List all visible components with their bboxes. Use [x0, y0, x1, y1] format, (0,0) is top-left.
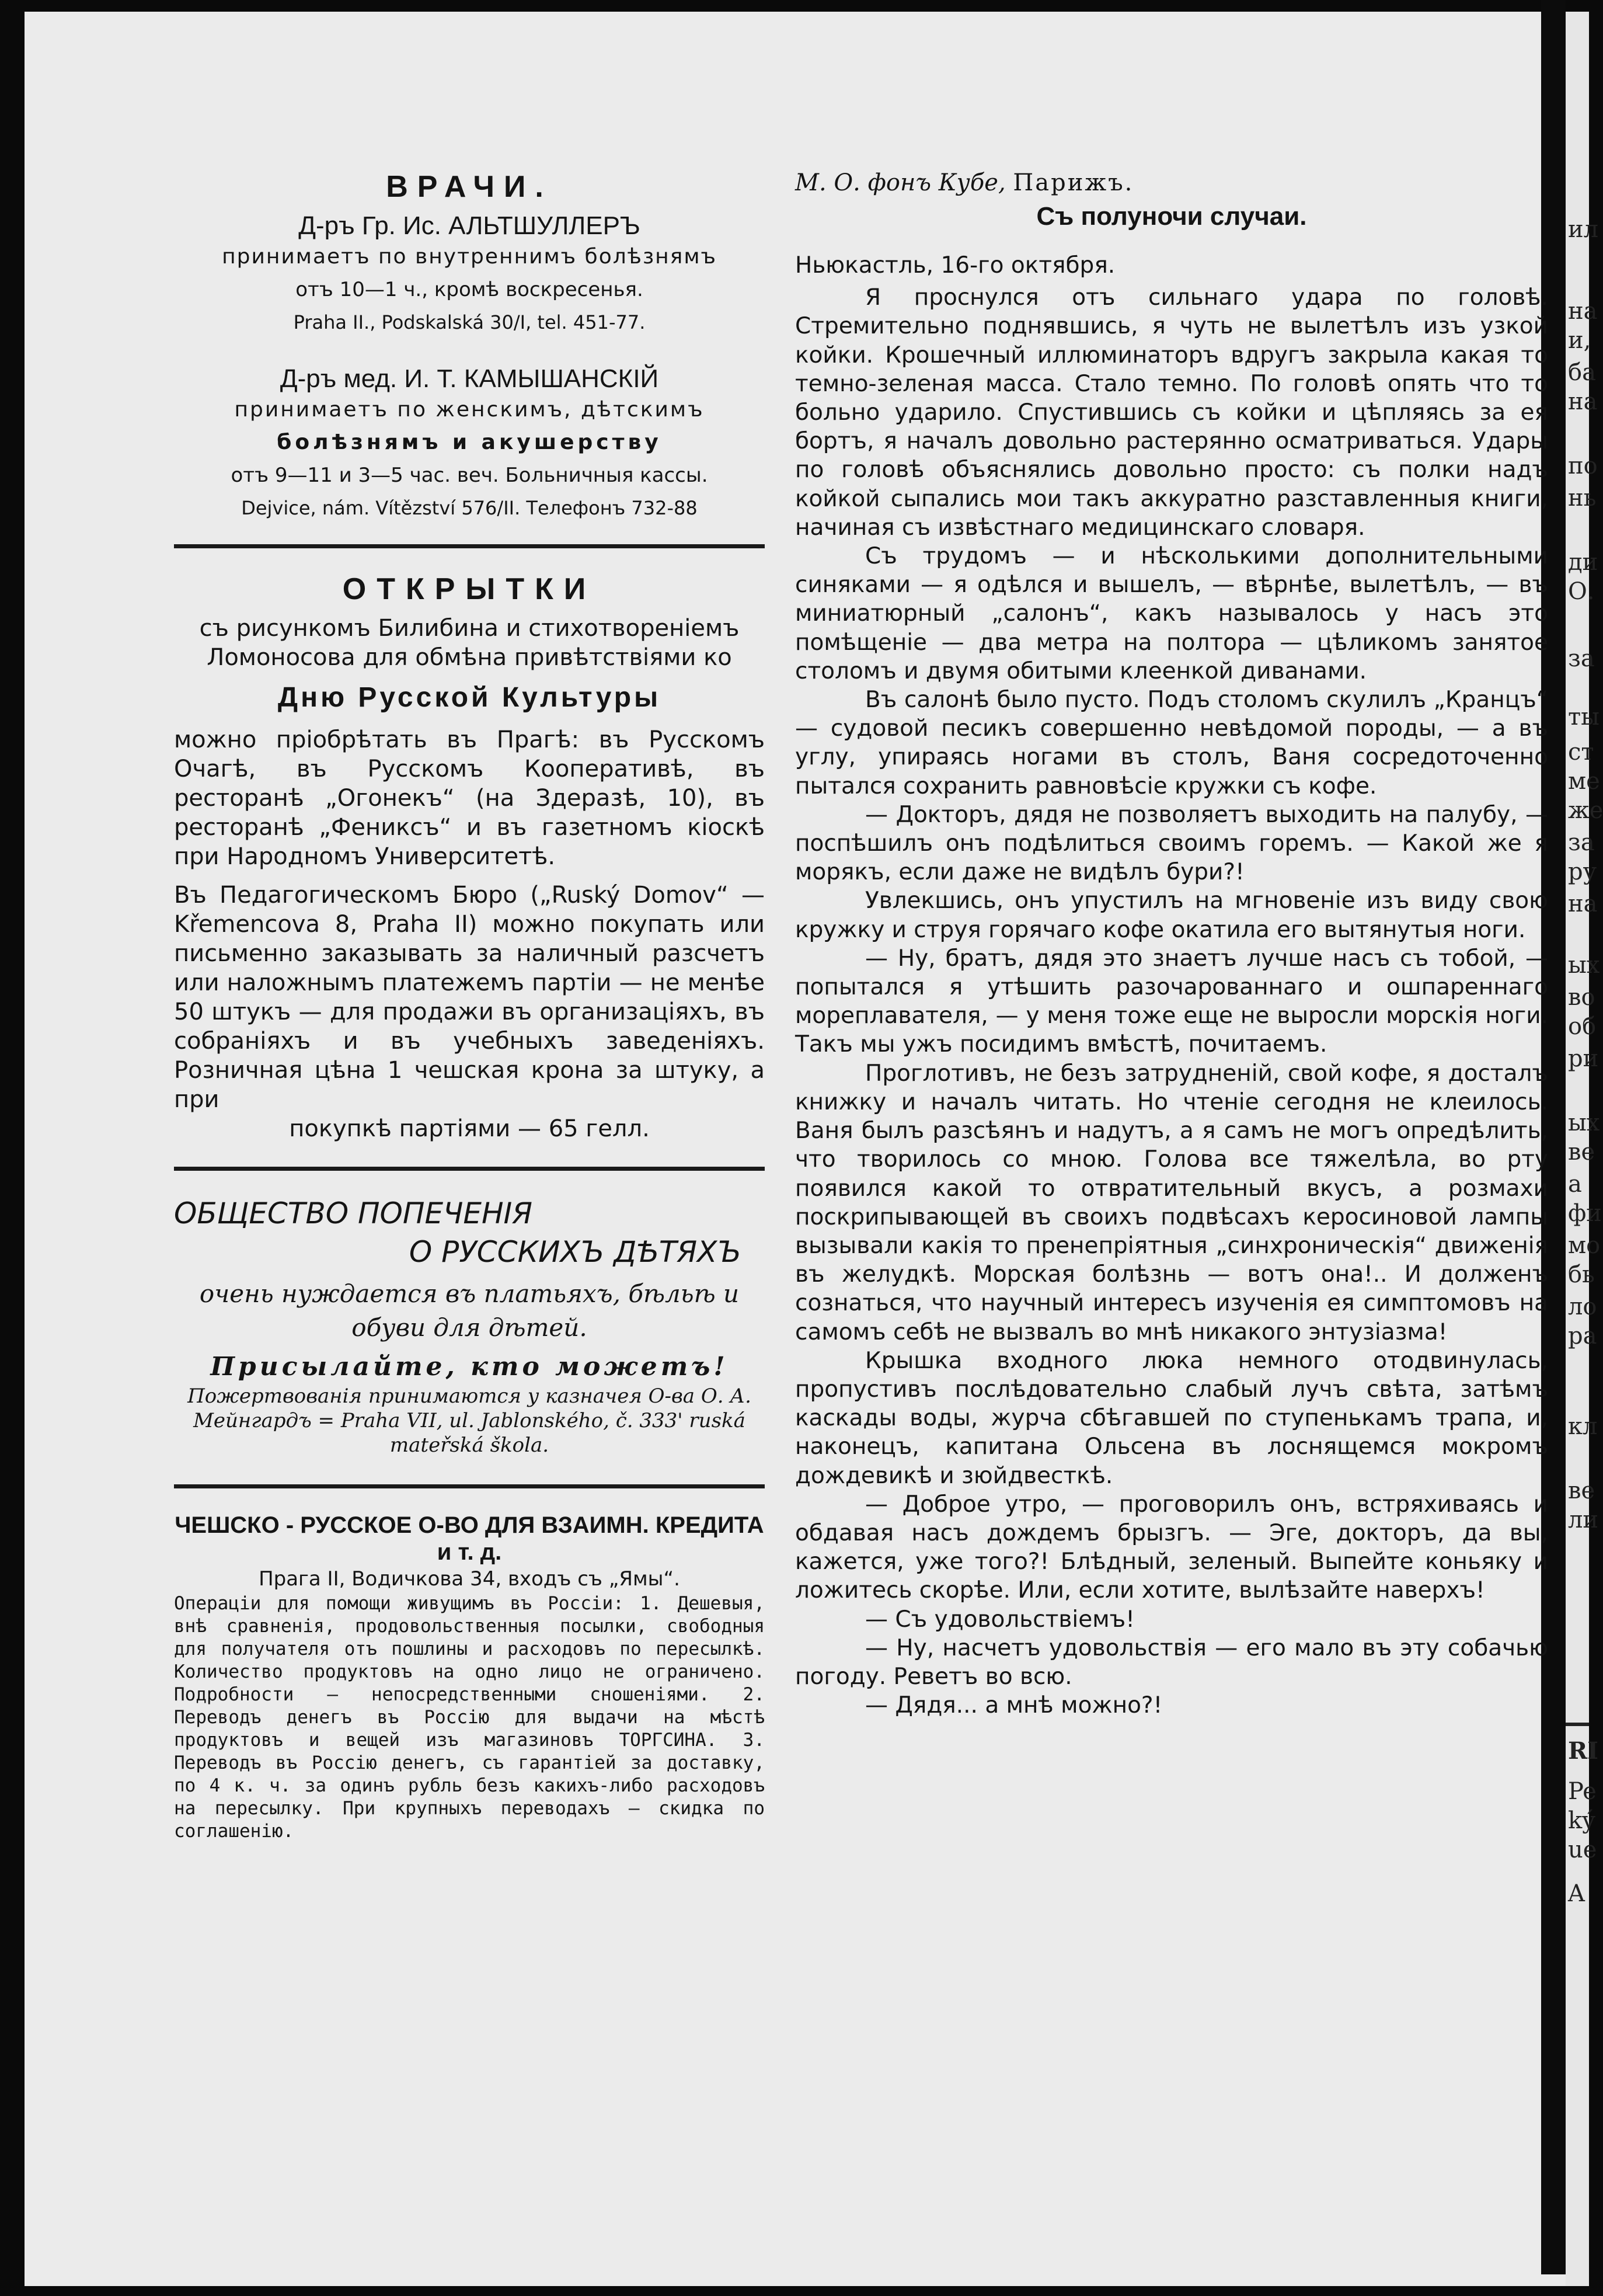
- edge-fragment: ты: [1568, 704, 1599, 730]
- bank-address: Прага II, Водичкова 34, входъ съ „Ямы“.: [259, 1567, 680, 1591]
- story-paragraph: — Ну, насчетъ удовольствiя — его мало въ эту собачью погоду. Реветъ во всю.: [795, 1634, 1548, 1690]
- edge-fragment: ли: [1568, 1507, 1599, 1533]
- edge-fragment: за: [1568, 829, 1595, 856]
- story-paragraph: Увлекшись, онъ упустилъ на мгновенiе изъ виду свою кружку и струя горячаго кофе окатила его вытянутыя ноги.: [795, 888, 1548, 943]
- russian-culture-day: Дню Русской Культуры: [277, 682, 661, 713]
- doctor-2-specialty: принимаетъ по женскимъ, дѣтскимъ: [234, 398, 705, 422]
- edge-fragment: за: [1568, 645, 1595, 672]
- story-paragraph: — Докторъ, дядя не позволяетъ выходить на палубу, — поспѣшилъ онъ подѣлиться своимъ горемъ. — Какой же я морякъ, если даже не видѣлъ бури?!: [795, 801, 1548, 886]
- author-name: М. О. фонъ Кубе,: [795, 169, 1006, 196]
- edge-fragment: во: [1568, 984, 1595, 1011]
- edge-fragment: ве: [1568, 1477, 1595, 1504]
- edge-fragment: ký: [1568, 1807, 1595, 1834]
- postcards-title: ОТКРЫТКИ: [342, 572, 597, 606]
- story-paragraph: Съ трудомъ — и нѣсколькими дополнительными синяками — я одѣлся и вышелъ, — вѣрнѣе, вылетѣлъ, — въ миниатюрный „салонъ“, какъ называлось у насъ это помѣщенiе — два метра на полтора — цѣликомъ занятое столомъ и двумя обитыми клеенкой диванами.: [795, 543, 1548, 684]
- story-dateline: Ньюкастль, 16-го октября.: [795, 252, 1116, 279]
- section-divider: [174, 544, 765, 548]
- edge-fragment: по: [1568, 453, 1598, 479]
- edge-rule: [1566, 1723, 1589, 1726]
- story-paragraph: — Съ удовольствiемъ!: [865, 1606, 1135, 1633]
- edge-fragment: RI: [1568, 1737, 1598, 1765]
- story-paragraph: Проглотивъ, не безъ затрудненiй, свой кофе, я досталъ книжку и началъ читать. Но чтенiе сегодня не клеилось. Ваня былъ разсѣянъ и надутъ, а я самъ не могъ опредѣлить, что творилось со мною. Голова все тяжелѣла, во рту появился какой то отвратительный вкусъ, а розмахи поскрипывающей въ своихъ подвѣсахъ керосиновой лампы вызывали какiя то пренепрiятныя „синхроническiя“ движенiя въ желудкѣ. Морская болѣзнь — вотъ она!.. И долженъ сознаться, что научный интересъ изученiя ея симптомовъ на самомъ себѣ не вызвалъ во мнѣ никакого энтузiазма!: [795, 1060, 1548, 1345]
- doctor-1-specialty: принимаетъ по внутреннимъ болѣзнямъ: [222, 245, 717, 269]
- story-paragraph: Въ салонѣ было пусто. Подъ столомъ скулилъ „Кранцъ“ — судовой песикъ совершенно невѣдомой породы, — а въ углу, упираясь ногами въ столъ, Ваня сосредоточенно пытался сохранить равновѣсiе кружки съ кофе.: [795, 687, 1548, 799]
- story-paragraph: — Доброе утро, — проговорилъ онъ, встряхиваясь и обдавая насъ дождемъ брызгъ. — Эге, докторъ, да вы, кажется, уже того?! Блѣдный, зеленый. Выпейте коньяку и ложитесь скорѣе. Или, если хотите, вылѣзайте наверхъ!: [795, 1491, 1548, 1604]
- edge-fragment: ра: [1568, 1323, 1597, 1349]
- edge-fragment: О.: [1568, 578, 1595, 605]
- doctors-title: ВРАЧИ.: [386, 170, 553, 204]
- edge-fragment: ба: [1568, 359, 1596, 386]
- postcards-ad: [174, 572, 765, 1143]
- doctor-2-specialty-cont: болѣзнямъ и акушерству: [277, 430, 662, 454]
- edge-fragment: фи: [1568, 1200, 1602, 1227]
- doctor-1-hours: отъ 10—1 ч., кромѣ воскресенья.: [295, 278, 643, 301]
- edge-fragment: ых: [1568, 952, 1600, 979]
- edge-fragment: ве: [1568, 1139, 1595, 1166]
- story-paragraph: Я проснулся отъ сильнаго удара по головѣ. Стремительно поднявшись, я чуть не вылетѣлъ изъ узкой койки. Крошечный иллюминаторъ вдругъ закрыла какая то темно-зеленая масса. Стало темно. По головѣ опять что то больно ударило. Спустившись съ койки и цѣпляясь за ея бортъ, я началъ довольно растерянно осматриваться. Удары по головѣ объяснялись довольно просто: съ полки надъ койкой сыпались мои такъ аккуратно разставленныя книги, начиная съ извѣстнаго медицинскаго словаря.: [795, 284, 1548, 541]
- edge-fragment: на: [1568, 890, 1598, 917]
- section-divider: [174, 1484, 765, 1488]
- edge-fragment: ме: [1568, 768, 1600, 795]
- bank-title: ЧЕШСКО - РУССКОЕ О-ВО ДЛЯ ВЗАИМН. КРЕДИТА и т. д.: [175, 1512, 764, 1565]
- bank-operations: Операцiи для помощи живущимъ въ Россiи: 1. Дешевыя, внѣ сравненiя, продовольственныя посылки, свободныя для получателя отъ пошлины и расходовъ по пересылкѣ. Количество продуктовъ на одно лицо не ограничено. Подробности — непосредственными сношенiями. 2. Переводъ денегъ въ Россiю для выдачи на мѣстѣ продуктовъ и вещей изъ магазиновъ ТОРГСИНА. 3. Переводъ въ Россiю денегъ, съ гарантiей за доставку, по 4 к. ч. за одинъ рубль безъ какихъ-либо расходовъ на пересылку. При крупныхъ переводахъ — скидка по соглашенiю.: [174, 1593, 765, 1842]
- edge-fragment: бь: [1568, 1261, 1595, 1288]
- author-city: Парижъ.: [1013, 169, 1134, 196]
- left-column: [174, 169, 765, 1843]
- edge-fragment: ue: [1568, 1836, 1597, 1863]
- society-donations: Пожертвованiя принимаются у казначея О-ва О. А. Мейнгардъ = Praha VII, ul. Jablonského, č. 333' ruská mateřská škola.: [187, 1384, 751, 1457]
- postcards-order-info: Въ Педагогическомъ Бюро („Ruský Domov“ — Křemencova 8, Praha II) можно покупать или письменно заказывать за наличный разсчетъ или наложнымъ платежемъ партiи — не менѣе 50 штукъ — для продажи въ организацiяхъ, въ собранiяхъ и въ учебныхъ заведенiяхъ. Розничная цѣна 1 чешская крона за штуку, а при: [174, 882, 765, 1113]
- story-title: Съ полуночи случаи.: [1036, 202, 1307, 231]
- society-ad: [174, 1194, 765, 1457]
- edge-fragment: ди: [1568, 549, 1598, 576]
- doctor-1-address: Praha II., Podskalská 30/I, tel. 451-77.: [293, 311, 646, 333]
- doctor-2-address: Dejvice, nám. Vítězství 576/II. Телефонъ 732-88: [241, 497, 698, 519]
- edge-fragment: а: [1568, 1171, 1582, 1198]
- edge-fragment: же: [1568, 797, 1603, 824]
- section-divider: [174, 1167, 765, 1171]
- edge-fragment: ру: [1568, 858, 1597, 885]
- society-title-2: О РУССКИХЪ ДѢТЯХЪ: [409, 1235, 741, 1269]
- story-column: [795, 169, 1548, 1720]
- postcards-shops: можно прiобрѣтать въ Прагѣ: въ Русскомъ Очагѣ, въ Русскомъ Кооперативѣ, въ ресторанѣ „Огонекъ“ (на Здеразѣ, 10), въ ресторанѣ „Фениксъ“ и въ газетномъ кiоскѣ при Народномъ Университетѣ.: [174, 726, 765, 870]
- edge-fragment: ст: [1568, 739, 1594, 766]
- doctor-1-name: Д-ръ Гр. Ис. АЛЬТШУЛЛЕРЪ: [298, 211, 640, 240]
- edge-fragment: ых: [1568, 1109, 1600, 1136]
- edge-fragment: ло: [1568, 1293, 1597, 1320]
- edge-fragment: A: [1568, 1880, 1585, 1907]
- edge-fragment: и,: [1568, 327, 1591, 354]
- society-need: очень нуждается въ платьяхъ, бѣльѣ и обуви для дѣтей.: [199, 1279, 740, 1342]
- story-paragraph: Крышка входного люка немного отодвинулась, пропустивъ послѣдовательно слабый лучъ свѣта, затѣмъ каскады воды, журча сбѣгавшей по ступенькамъ трапа, и, наконецъ, капитана Ольсена въ лоснящемся мокромъ дождевикѣ и зюйдвесткѣ.: [795, 1347, 1548, 1489]
- edge-fragment: на: [1568, 388, 1598, 415]
- edge-fragment: нь: [1568, 485, 1597, 512]
- postcards-price-end: покупкѣ партiями — 65 гелл.: [289, 1115, 650, 1142]
- edge-fragment: Pe: [1568, 1778, 1597, 1805]
- doctor-2-hours: отъ 9—11 и 3—5 час. веч. Больничныя кассы.: [231, 464, 708, 487]
- edge-fragment: кл: [1568, 1413, 1598, 1440]
- bank-ad: [174, 1512, 765, 1843]
- doctors-ad: [174, 169, 765, 524]
- story-paragraph: — Дядя... а мнѣ можно?!: [865, 1692, 1163, 1719]
- edge-fragment: мо: [1568, 1232, 1601, 1259]
- edge-fragment: ри: [1568, 1045, 1599, 1072]
- society-title-1: ОБЩЕСТВО ПОПЕЧЕНIЯ: [174, 1196, 533, 1230]
- story-byline: [795, 169, 1548, 196]
- postcards-intro: съ рисункомъ Билибина и стихотворенiемъ Ломоносова для обмѣна привѣтствiями ко: [199, 615, 740, 671]
- edge-fragment: ил: [1568, 216, 1599, 243]
- adjacent-page-edge: [1566, 12, 1603, 2286]
- edge-fragment: на: [1568, 298, 1598, 325]
- edge-fragment: об: [1568, 1013, 1597, 1040]
- society-appeal: Присылайте, кто можетъ!: [210, 1352, 729, 1382]
- doctor-2-name: Д-ръ мед. И. Т. КАМЫШАНСКIЙ: [280, 364, 659, 393]
- story-paragraph: — Ну, братъ, дядя это знаетъ лучше насъ съ тобой, — попытался я утѣшить разочарованнаго и ошпареннаго мореплавателя, — у меня тоже еще не выросли морскiя ноги. Такъ мы ужъ посидимъ вмѣстѣ, почитаемъ.: [795, 945, 1548, 1058]
